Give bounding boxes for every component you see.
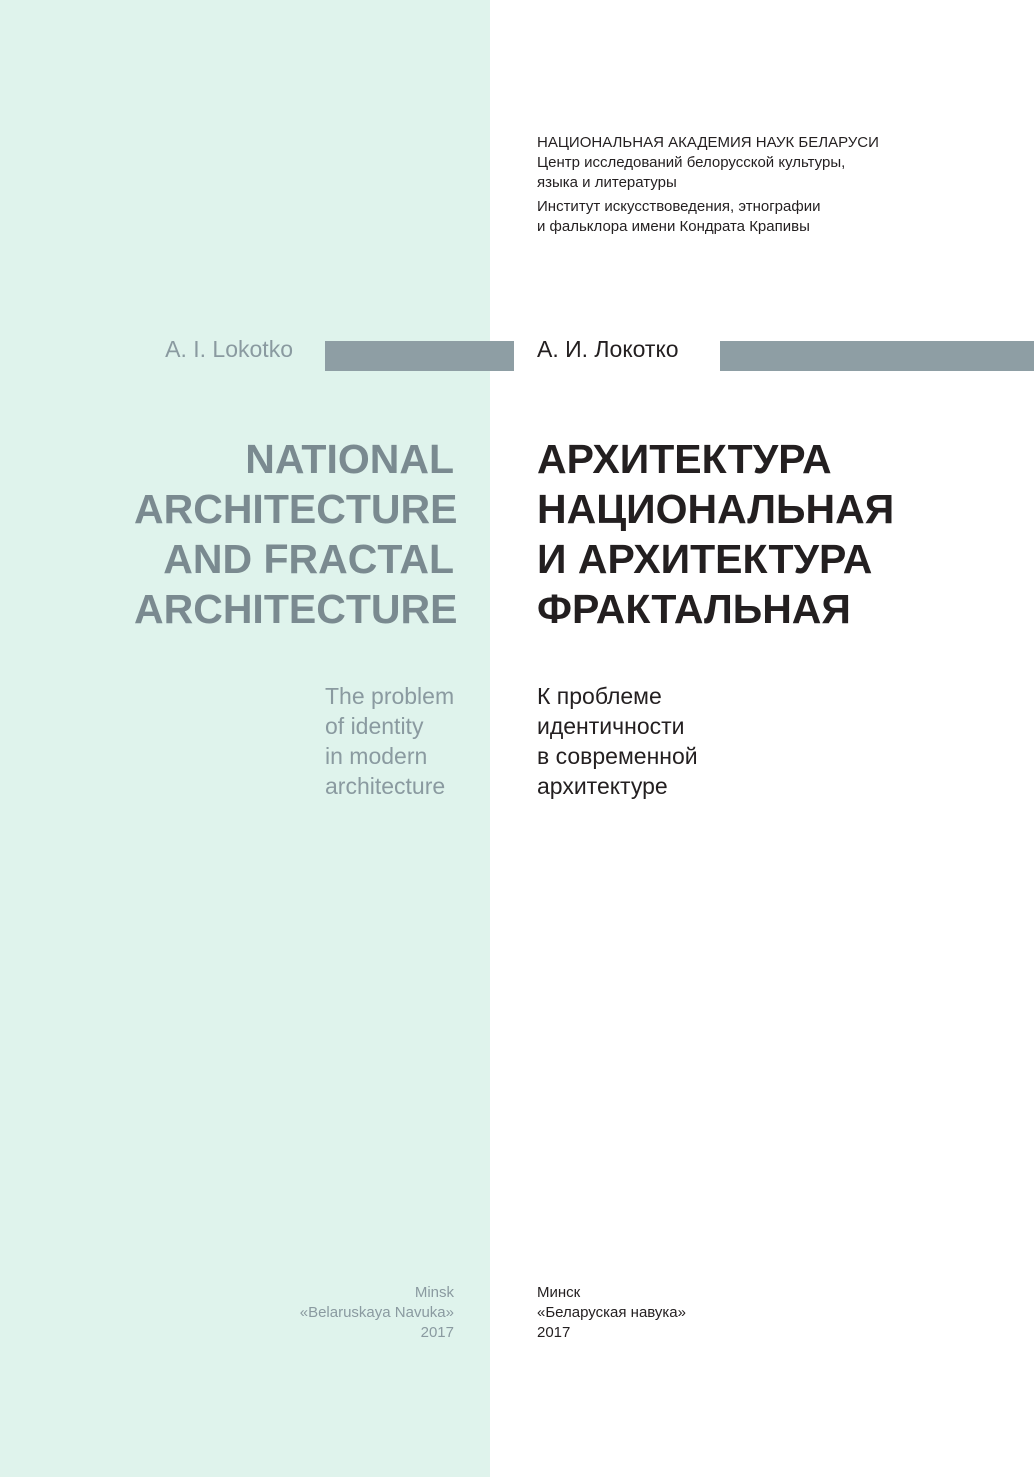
research-center-line-1: Центр исследований белорусской культуры, (537, 154, 846, 171)
title-english (134, 434, 458, 634)
title-russian-line: ФРАКТАЛЬНАЯ (537, 586, 851, 632)
author-russian: А. И. Локотко (537, 336, 679, 362)
subtitle-english-line: The problem (325, 683, 455, 709)
imprint-city: Minsk (414, 1284, 454, 1301)
title-russian-line: И АРХИТЕКТУРА (537, 536, 873, 582)
subtitle-english-line: of identity (325, 713, 424, 739)
title-russian (537, 434, 1017, 634)
title-russian-line: АРХИТЕКТУРА (537, 436, 832, 482)
subtitle-english (325, 681, 485, 801)
author-bar-left (325, 341, 514, 371)
author-bar-right (720, 341, 1034, 371)
subtitle-english-line: architecture (325, 773, 446, 799)
subtitle-russian-line: архитектуре (537, 773, 668, 799)
author-english: A. I. Lokotko (165, 336, 293, 362)
institution-block (537, 133, 957, 237)
title-english-line: NATIONAL (245, 436, 454, 482)
institute-line-2: и фальклора имени Кондрата Крапивы (537, 218, 810, 235)
subtitle-russian-line: К проблеме (537, 683, 662, 709)
research-center-line-2: языка и литературы (537, 174, 677, 191)
academy-name: НАЦИОНАЛЬНАЯ АКАДЕМИЯ НАУК БЕЛАРУСИ (537, 134, 879, 151)
subtitle-english-line: in modern (325, 743, 428, 769)
imprint-year: 2017 (537, 1324, 571, 1341)
imprint-city: Минск (537, 1284, 581, 1301)
imprint-publisher: «Belaruskaya Navuka» (299, 1304, 454, 1321)
imprint-publisher: «Беларуская навука» (537, 1304, 686, 1321)
title-english-line: AND FRACTAL (163, 536, 454, 582)
title-russian-line: НАЦИОНАЛЬНАЯ (537, 486, 895, 532)
title-english-line: ARCHITECTURE (134, 586, 458, 632)
imprint-russian (537, 1283, 777, 1343)
subtitle-russian (537, 681, 757, 801)
subtitle-russian-line: в современной (537, 743, 698, 769)
imprint-year: 2017 (420, 1324, 454, 1341)
title-english-line: ARCHITECTURE (134, 486, 458, 532)
subtitle-russian-line: идентичности (537, 713, 685, 739)
imprint-english (234, 1283, 454, 1343)
institute-line-1: Институт искусствоведения, этнографии (537, 198, 821, 215)
